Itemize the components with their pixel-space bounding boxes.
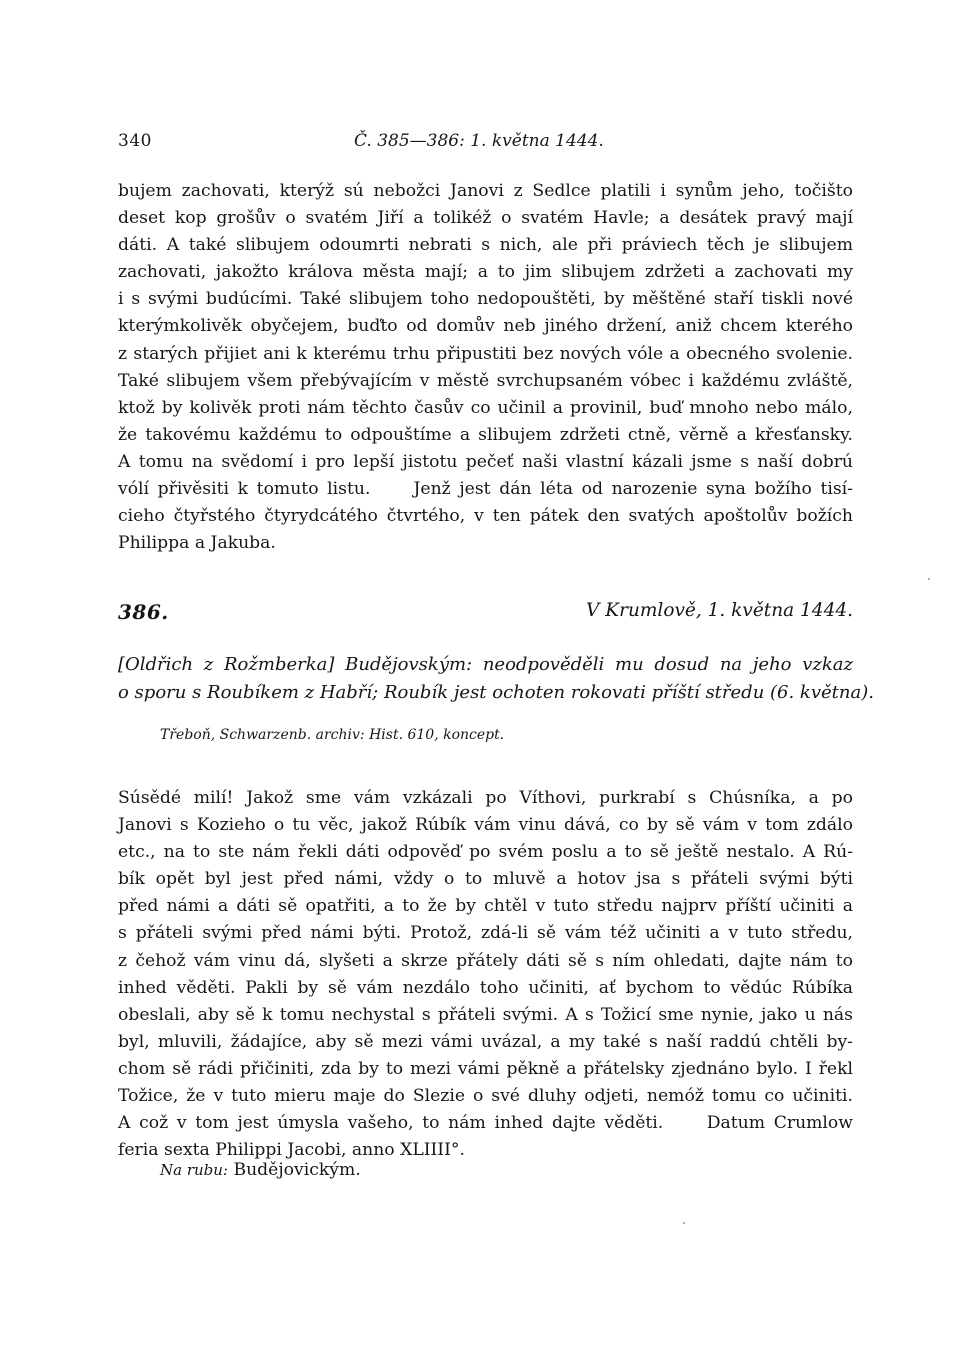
- document-place-date: V Krumlově, 1. května 1444.: [586, 600, 853, 621]
- text-line: Janovi s Kozieho o tu věc, jakož Rúbík vám vinu dává, co by sě vám v tom zdálo: [118, 815, 853, 836]
- doc386-text: [118, 785, 853, 1164]
- text-line: ktož by kolivěk proti nám těchto časův co učinil a provinil, buď mnoho nebo málo,: [118, 397, 853, 418]
- text-line: Philippa a Jakuba.: [118, 533, 276, 554]
- text-line: A tomu na svědomí i pro lepší jistotu pečeť naši vlastní kázali jsme s naší dobrú: [118, 451, 853, 472]
- text-line: před námi a dáti sě opatřiti, a to že by chtěl v tuto středu najprv příští učiniti a: [118, 896, 853, 917]
- document-regest: [118, 651, 874, 707]
- scan-speck: [928, 578, 930, 580]
- text-line: Súsědé milí! Jakož sme vám vzkázali po Víthovi, purkrabí s Chúsníka, a po: [118, 788, 853, 808]
- text-line: že takovému každému to odpouštíme a slibujem zdržeti ctně, věrně a křesťansky.: [118, 424, 853, 445]
- text-line: A což v tom jest úmysla vašeho, to nám inhed dajte věděti. Datum Crumlow: [118, 1113, 853, 1134]
- text-line: obeslali, aby sě k tomu nechystal s přáteli svými. A s Tožicí sme nynie, jako u nás: [118, 1004, 853, 1025]
- text-line: Tožice, že v tuto mieru maje do Slezie o své dluhy odjeti, nemóž tomu co učiniti.: [118, 1086, 853, 1107]
- text-line: z čehož vám vinu dá, slyšeti a skrze přátely dáti sě s ním ohledati, dajte nám to: [118, 950, 853, 971]
- text-line: kterýmkolivěk obyčejem, buďto od domův neb jiného držení, aniž chcem kterého: [118, 316, 853, 337]
- dorse-text: Budějovickým.: [233, 1160, 361, 1180]
- dorse-note: [160, 1160, 361, 1180]
- document-heading: [118, 600, 853, 628]
- text-line: bík opět byl jest před námi, vždy o to mluvě a hotov jsa s přáteli svými býti: [118, 869, 853, 890]
- text-line: zachovati, jakožto králova města mají; a to jim slibujem zdržeti a zachovati my: [118, 262, 853, 283]
- text-line: cieho čtyřstého čtyrydcátého čtvrtého, v ten pátek den svatých apoštolův božích: [118, 506, 853, 527]
- text-line: etc., na to ste nám řekli dáti odpověď po svém poslu a to sě ještě nestalo. A Rú-: [118, 842, 853, 863]
- text-line: Také slibujem všem přebývajícím v městě svrchupsaném vóbec i každému zvláště,: [118, 370, 853, 391]
- text-line: i s svými budúcími. Také slibujem toho nedopouštěti, by měštěné staří tiskli nové: [118, 289, 853, 310]
- scan-speck: [683, 1222, 685, 1224]
- text-line: dáti. A také slibujem odoumrti nebrati s nich, ale při práviech těch je slibujem: [118, 235, 853, 256]
- text-line: chom sě rádi přičiniti, zda by to mezi vámi pěkně a přátelsky zjednáno bylo. I řekl: [118, 1058, 853, 1079]
- regest-line: o sporu s Roubíkem z Habří; Roubík jest ochoten rokovati příští středu (6. května).: [118, 682, 874, 703]
- text-line: s přáteli svými před námi býti. Protož, zdá-li sě vám též učiniti a v tuto středu,: [118, 923, 853, 944]
- text-line: bujem zachovati, kterýž sú nebožci Janovi z Sedlce platili i synům jeho, točišto: [118, 181, 853, 201]
- text-line: feria sexta Philippi Jacobi, anno XLIIII°.: [118, 1140, 465, 1161]
- text-line: inhed věděti. Pakli by sě vám nezdálo toho učiniti, ať bychom to vědúc Rúbíka: [118, 977, 853, 998]
- doc385-text: [118, 178, 853, 557]
- text-line: deset kop grošův o svatém Jiří a tolikéž o svatém Havle; a desátek pravý mají: [118, 208, 853, 229]
- regest-line: [Oldřich z Rožmberka] Budějovským: neodpověděli mu dosud na jeho vzkaz: [118, 654, 853, 675]
- archival-source: Třeboň, Schwarzenb. archiv: Hist. 610, koncept.: [160, 727, 505, 743]
- text-line: byl, mluvili, žádajíce, aby sě mezi vámi uvázal, a my také s naší raddú chtěli by-: [118, 1031, 853, 1052]
- dorse-label: Na rubu:: [160, 1161, 228, 1179]
- page-number: 340: [118, 131, 152, 151]
- text-line: vólí přivěsiti k tomuto listu. Jenž jest dán léta od narozenie syna božího tisí-: [118, 479, 853, 500]
- document-number: 386.: [118, 600, 169, 624]
- running-head: [118, 131, 853, 155]
- text-line: z starých přijiet ani k kterému trhu připustiti bez nových vóle a obecného svolenie.: [118, 343, 853, 364]
- running-title: Č. 385—386: 1. května 1444.: [354, 131, 604, 151]
